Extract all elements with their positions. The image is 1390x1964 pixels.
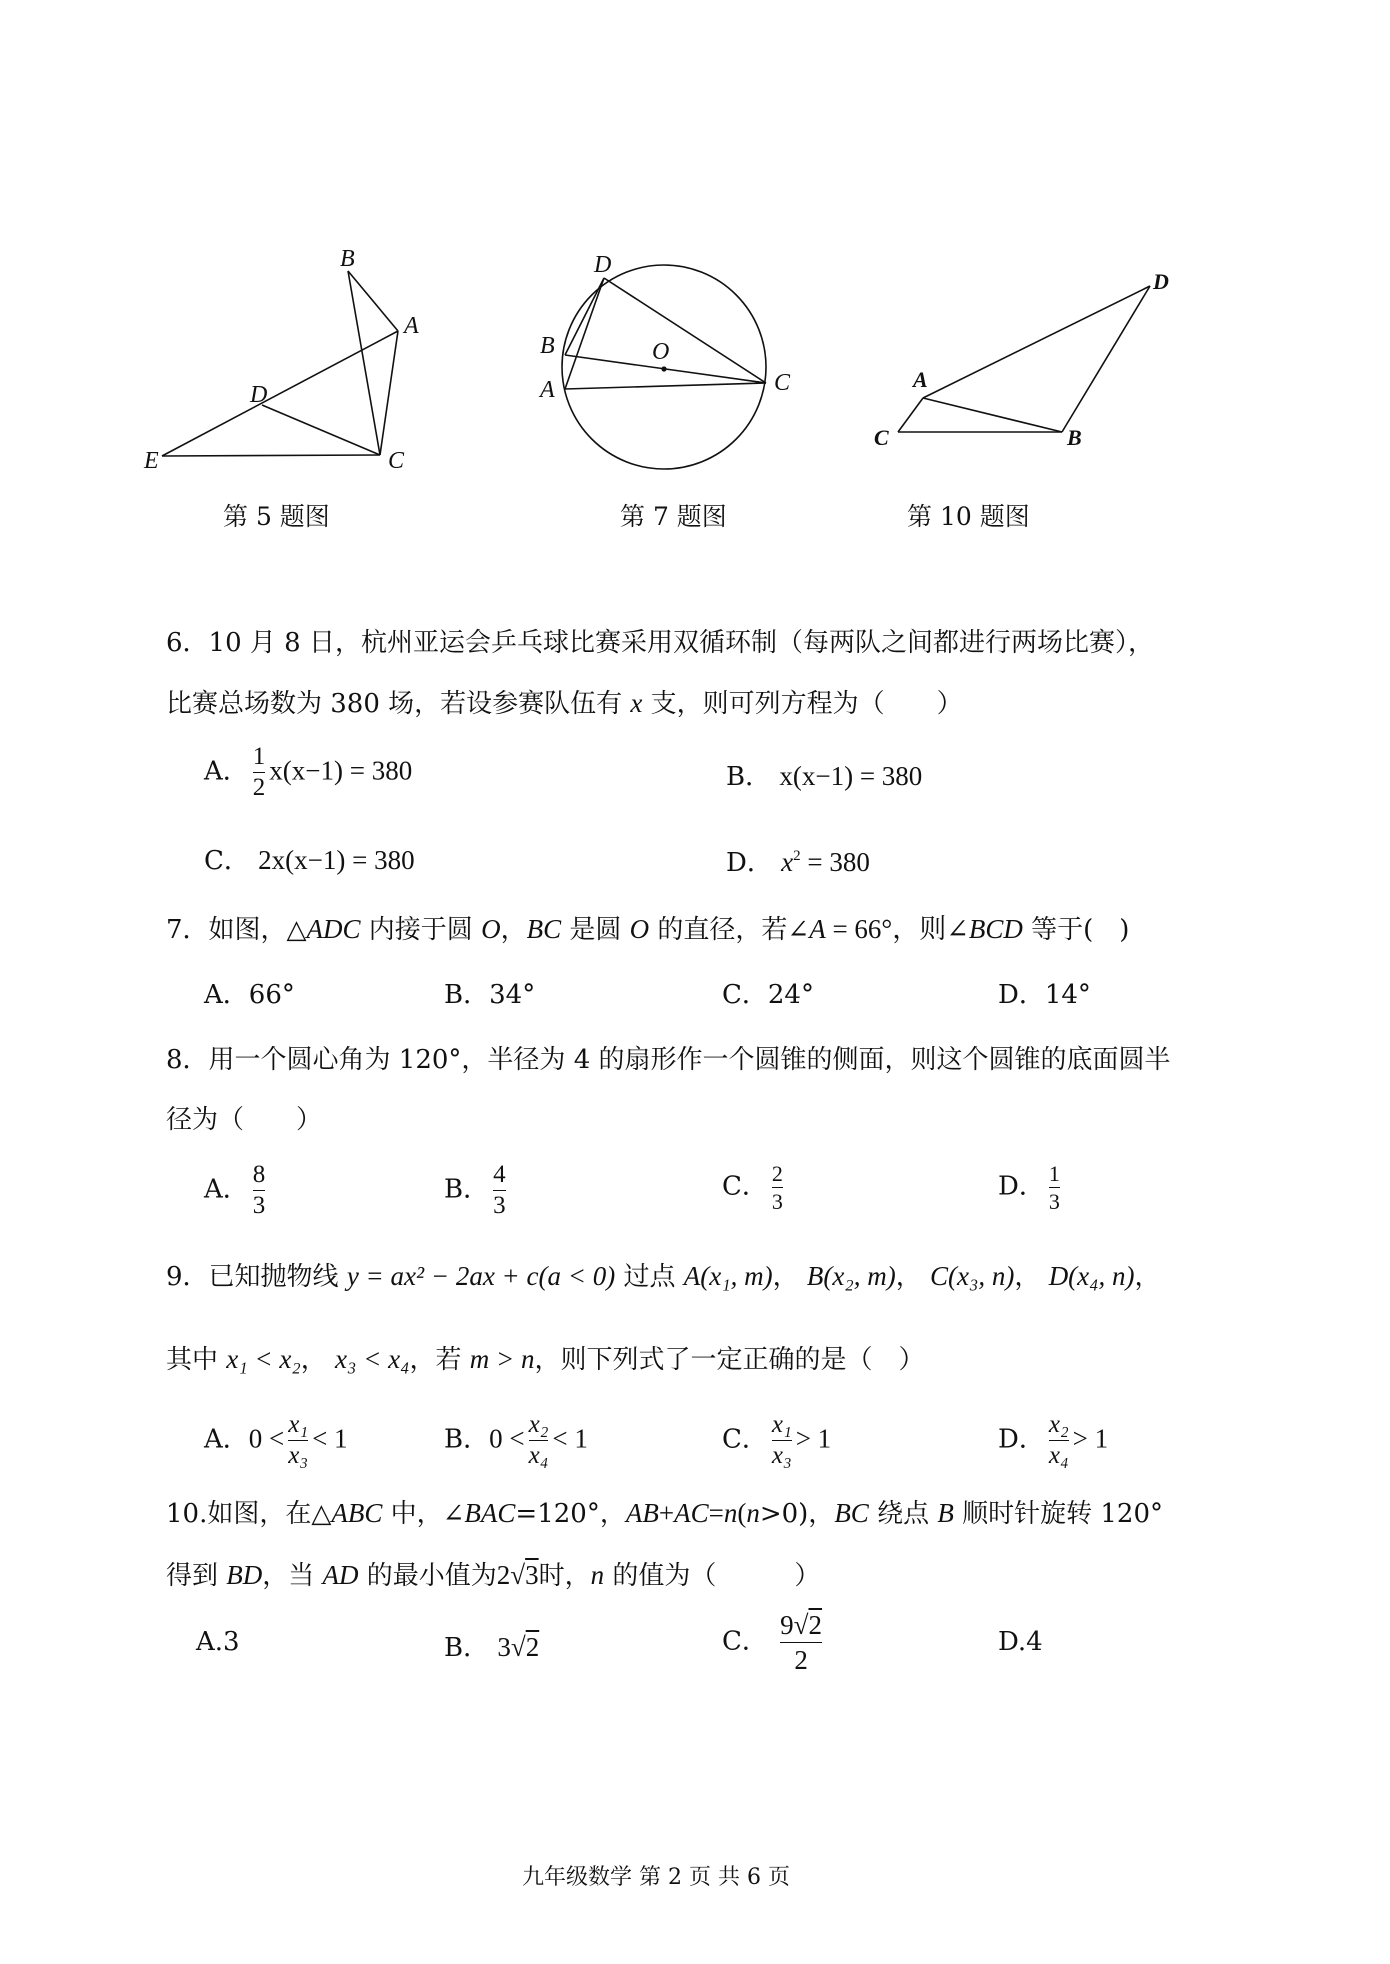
q10-option-c[interactable]: C． $\frac{9√2}{2}$ — [722, 1610, 822, 1675]
expression: x(x−1) = 380 — [779, 761, 923, 791]
figure-q5 — [144, 240, 430, 480]
q7-option-d[interactable]: D．14° — [998, 980, 1091, 1010]
q10-option-d[interactable]: D.4 — [998, 1627, 1043, 1657]
q9-line2: 其中 x₁ < x₂， x₃ < x₄，若 m > n，则下列式了一定正确的是（ ） — [166, 1344, 925, 1375]
q6-line1: 6．10 月 8 日，杭州亚运会乒乓球比赛采用双循环制（每两队之间都进行两场比赛）， — [166, 628, 1154, 658]
option-label: C． — [204, 846, 250, 876]
q6-var: x — [630, 688, 643, 718]
denominator: 2 — [252, 774, 266, 801]
label-E: E — [144, 448, 159, 474]
q8-option-d[interactable]: D． $\frac{1}{3}$ — [998, 1161, 1060, 1214]
label-B: B — [540, 333, 555, 359]
q7-stem: 7．如图，△ADC 内接于圆 O，BC 是圆 O 的直径，若∠A = 66°，则∠BCD 等于( ) — [166, 914, 1130, 945]
label-D: D — [1153, 269, 1169, 294]
q7-option-b[interactable]: B．34° — [444, 980, 536, 1010]
base: x — [781, 847, 794, 877]
label-B: B — [1067, 425, 1082, 450]
label-D: D — [250, 382, 268, 408]
expression: = 380 — [800, 847, 870, 877]
q6-line2 — [166, 683, 963, 724]
q9-option-b[interactable]: B．0 < $\frac{\text{x₂}}{\text{x₄}}$ < 1 — [444, 1411, 588, 1469]
exponent: 2 — [793, 848, 801, 864]
label-C: C — [388, 448, 405, 474]
label-D: D — [594, 252, 612, 278]
q6-text: 比赛总场数为 380 场，若设参赛队伍有 — [166, 689, 631, 719]
figure-q10 — [860, 265, 1190, 465]
numerator: 1 — [252, 743, 266, 770]
figure-q7 — [530, 250, 830, 490]
option-label: A． — [204, 756, 249, 787]
q7-option-c[interactable]: C．24° — [722, 980, 814, 1010]
caption-fig10: 第 10 题图 — [907, 502, 1030, 531]
q10-line1: 10.如图，在△ABC 中，∠BAC=120°，AB+AC=n(n>0)，BC 绕点 B 顺时针旋转 120° — [166, 1498, 1164, 1529]
q6-option-d[interactable] — [726, 842, 870, 879]
q7-option-a[interactable]: A．66° — [204, 980, 295, 1010]
label-C: C — [774, 370, 791, 396]
q9-option-a[interactable]: A．0 < $\frac{\text{x₁}}{\text{x₃}}$ < 1 — [204, 1411, 348, 1469]
label-B: B — [340, 246, 355, 272]
q10-option-a[interactable]: A.3 — [196, 1627, 240, 1657]
q8-line1: 8．用一个圆心角为 120°，半径为 4 的扇形作一个圆锥的侧面，则这个圆锥的底面圆半 — [166, 1045, 1171, 1075]
q9-line1: 9．已知抛物线 y = ax² − 2ax + c(a < 0) 过点 A(x₁, m)， B(x₂, m)， C(x₃, n)， D(x₄, n)， — [166, 1261, 1161, 1292]
caption-fig5: 第 5 题图 — [223, 502, 330, 531]
q10-option-b[interactable]: B． 3√2 — [444, 1632, 540, 1663]
q6-option-c[interactable] — [204, 840, 415, 877]
q9-option-d[interactable]: D． $\frac{\text{x₂}}{\text{x₄}}$ > 1 — [998, 1411, 1109, 1469]
label-C: C — [874, 425, 889, 450]
page-footer: 九年级数学 第 2 页 共 6 页 — [522, 1865, 790, 1890]
q8-line2: 径为（ ） — [166, 1105, 323, 1135]
label-A: A — [404, 313, 419, 339]
q6-option-b[interactable] — [726, 756, 922, 793]
q8-option-c[interactable]: C． $\frac{2}{3}$ — [722, 1161, 783, 1214]
q6-text-end: 支，则可列方程为（ ） — [642, 689, 963, 719]
label-A: A — [913, 367, 928, 392]
q9-option-c[interactable]: C． $\frac{\text{x₁}}{\text{x₃}}$ > 1 — [722, 1411, 832, 1469]
q8-option-a[interactable]: A． $\frac{8}{3}$ — [204, 1161, 266, 1219]
label-A: A — [540, 377, 555, 403]
caption-fig7: 第 7 题图 — [620, 502, 727, 531]
fraction — [253, 742, 266, 803]
option-label: D． — [726, 848, 773, 878]
q10-line2: 得到 BD，当 AD 的最小值为2√3时，n 的值为（ ） — [166, 1560, 821, 1591]
q8-option-b[interactable]: B． $\frac{4}{3}$ — [444, 1161, 506, 1219]
option-label: B． — [726, 762, 772, 792]
q6-option-a[interactable] — [204, 742, 412, 803]
expression: 2x(x−1) = 380 — [258, 845, 415, 875]
expression: x(x−1) = 380 — [269, 755, 413, 786]
label-O: O — [652, 339, 670, 365]
